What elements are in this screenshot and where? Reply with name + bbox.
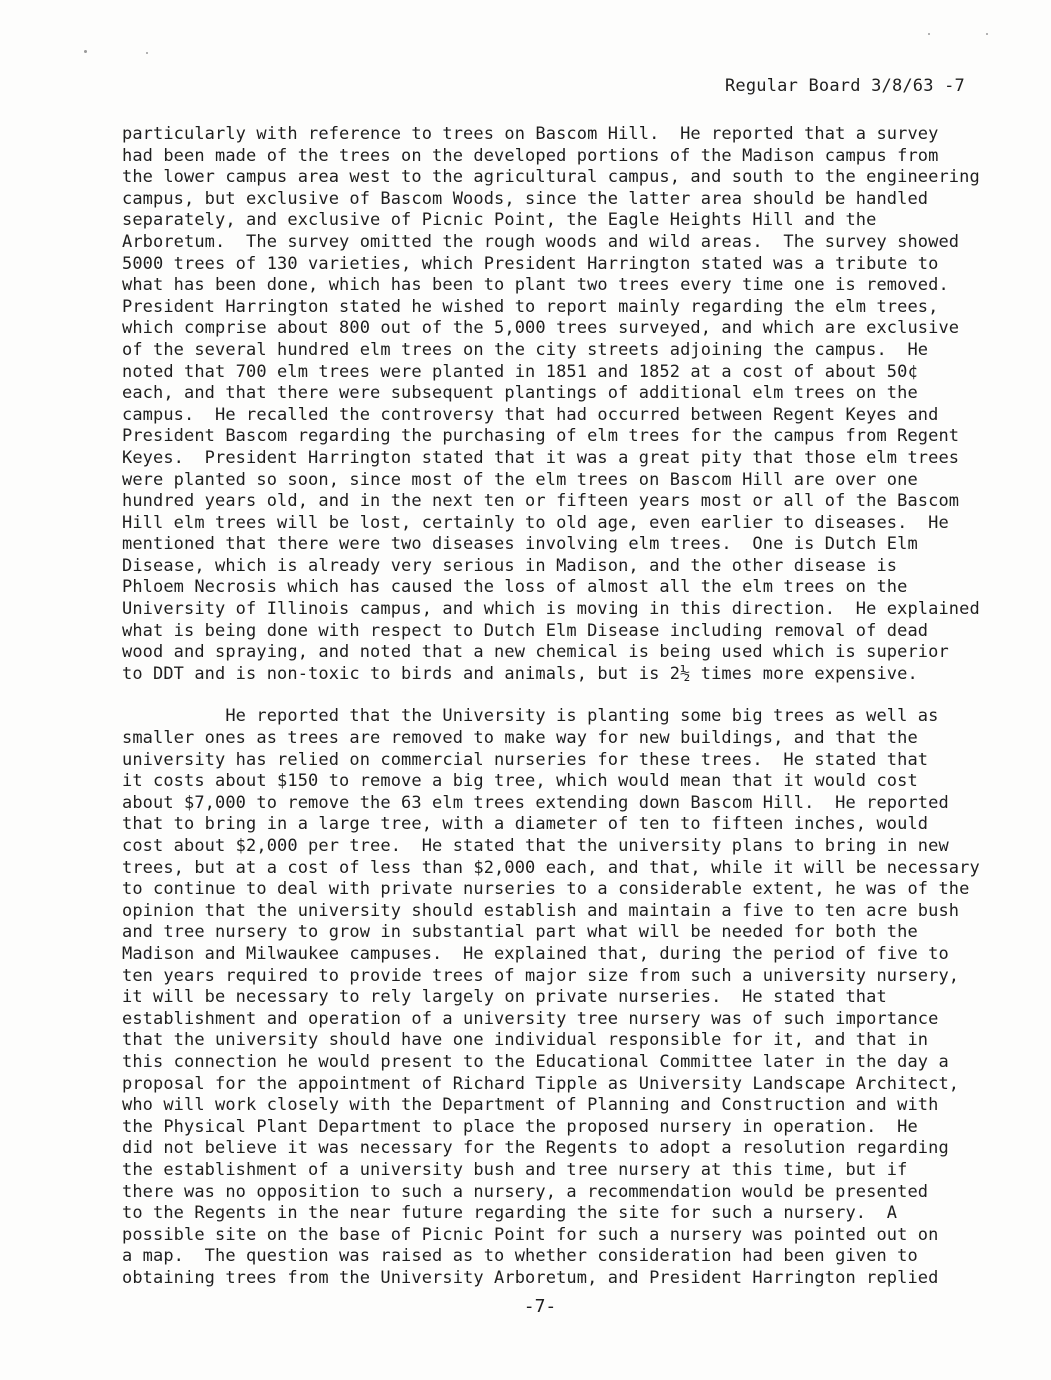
- text-line: separately, and exclusive of Picnic Point, the Eagle Heights Hill and the: [122, 210, 877, 231]
- text-line: cost about $2,000 per tree. He stated that the university plans to bring in new: [122, 836, 949, 856]
- text-line: Hill elm trees will be lost, certainly to old age, even earlier to diseases. He: [122, 512, 949, 533]
- text-line: University of Illinois campus, and which is moving in this direction. He explained: [122, 599, 980, 620]
- text-line: what is being done with respect to Dutch Elm Disease including removal of dead: [122, 620, 929, 641]
- text-line: that the university should have one individual responsible for it, and that in: [122, 1030, 929, 1051]
- page-number: -7-: [523, 1296, 557, 1317]
- scan-speck: [84, 50, 87, 53]
- text-line: Phloem Necrosis which has caused the loss of almost all the elm trees on the: [122, 577, 908, 598]
- text-line: 5000 trees of 130 varieties, which President Harrington stated was a tribute to: [122, 253, 939, 274]
- text-line: to DDT and is non-toxic to birds and animals, but is 2½ times more expensive.: [122, 663, 918, 684]
- text-line: which comprise about 800 out of the 5,000 trees surveyed, and which are exclusive: [122, 318, 960, 339]
- text-line: President Bascom regarding the purchasing of elm trees for the campus from Regent: [122, 426, 960, 447]
- text-line: the Physical Plant Department to place the proposed nursery in operation. He: [122, 1116, 918, 1137]
- text-line: were planted so soon, since most of the elm trees on Bascom Hill are over one: [122, 469, 918, 490]
- text-line: a map. The question was raised as to whether consideration had been given to: [122, 1246, 918, 1267]
- text-line: to continue to deal with private nurseries to a considerable extent, he was of the: [122, 879, 970, 900]
- paragraph-tree-nursery: [122, 706, 1012, 1289]
- text-line: He reported that the University is planting some big trees as well as: [122, 706, 939, 727]
- scan-speck: [986, 33, 988, 35]
- text-line: there was no opposition to such a nursery, a recommendation would be presented: [122, 1181, 929, 1202]
- text-line: had been made of the trees on the developed portions of the Madison campus from: [122, 145, 939, 166]
- text-line: university has relied on commercial nurseries for these trees. He stated that: [122, 749, 929, 770]
- text-line: it will be necessary to rely largely on private nurseries. He stated that: [122, 987, 887, 1008]
- minutes-body: [122, 124, 1012, 1289]
- text-line: possible site on the base of Picnic Point for such a nursery was pointed out on: [122, 1224, 939, 1245]
- text-line: ten years required to provide trees of major size from such a university nursery,: [122, 965, 960, 986]
- text-line: what has been done, which has been to plant two trees every time one is removed.: [122, 275, 949, 296]
- text-line: each, and that there were subsequent plantings of additional elm trees on the: [122, 383, 918, 404]
- text-line: to the Regents in the near future regarding the site for such a nursery. A: [122, 1203, 898, 1224]
- paragraph-trees-survey: [122, 124, 1012, 685]
- text-line: who will work closely with the Department of Planning and Construction and with: [122, 1095, 939, 1116]
- text-line: that to bring in a large tree, with a diameter of ten to fifteen inches, would: [122, 814, 929, 835]
- scan-speck: [146, 52, 148, 54]
- text-line: obtaining trees from the University Arboretum, and President Harrington replied: [122, 1267, 939, 1288]
- text-line: this connection he would present to the Educational Committee later in the day a: [122, 1051, 949, 1072]
- page-header: Regular Board 3/8/63 -7: [724, 76, 965, 96]
- text-line: opinion that the university should establish and maintain a five to ten acre bush: [122, 900, 960, 921]
- text-line: campus. He recalled the controversy that had occurred between Regent Keyes and: [122, 404, 939, 425]
- text-line: of the several hundred elm trees on the city streets adjoining the campus. He: [122, 339, 929, 360]
- text-line: campus, but exclusive of Bascom Woods, since the latter area should be handled: [122, 188, 929, 209]
- text-line: particularly with reference to trees on Bascom Hill. He reported that a survey: [122, 124, 939, 144]
- text-line: about $7,000 to remove the 63 elm trees extending down Bascom Hill. He reported: [122, 792, 949, 813]
- text-line: establishment and operation of a university tree nursery was of such importance: [122, 1008, 939, 1029]
- text-line: and tree nursery to grow in substantial part what will be needed for both the: [122, 922, 918, 943]
- text-line: trees, but at a cost of less than $2,000 each, and that, while it will be necessary: [122, 857, 980, 878]
- text-line: Arboretum. The survey omitted the rough woods and wild areas. The survey showed: [122, 231, 960, 252]
- text-line: the lower campus area west to the agricultural campus, and south to the engineering: [122, 167, 980, 188]
- text-line: Keyes. President Harrington stated that it was a great pity that those elm trees: [122, 447, 960, 468]
- text-line: the establishment of a university bush and tree nursery at this time, but if: [122, 1159, 908, 1180]
- text-line: President Harrington stated he wished to report mainly regarding the elm trees,: [122, 296, 939, 317]
- text-line: proposal for the appointment of Richard Tipple as University Landscape Architect,: [122, 1073, 960, 1094]
- text-line: did not believe it was necessary for the Regents to adopt a resolution regarding: [122, 1138, 949, 1159]
- text-line: mentioned that there were two diseases involving elm trees. One is Dutch Elm: [122, 534, 918, 555]
- scan-speck: [928, 33, 930, 35]
- text-line: noted that 700 elm trees were planted in 1851 and 1852 at a cost of about 50¢: [122, 361, 918, 382]
- text-line: it costs about $150 to remove a big tree, which would mean that it would cost: [122, 771, 918, 792]
- text-line: Madison and Milwaukee campuses. He explained that, during the period of five to: [122, 943, 949, 964]
- text-line: wood and spraying, and noted that a new chemical is being used which is superior: [122, 642, 949, 663]
- text-line: hundred years old, and in the next ten or fifteen years most or all of the Bascom: [122, 491, 960, 512]
- text-line: smaller ones as trees are removed to make way for new buildings, and that the: [122, 728, 918, 749]
- text-line: Disease, which is already very serious in Madison, and the other disease is: [122, 555, 898, 576]
